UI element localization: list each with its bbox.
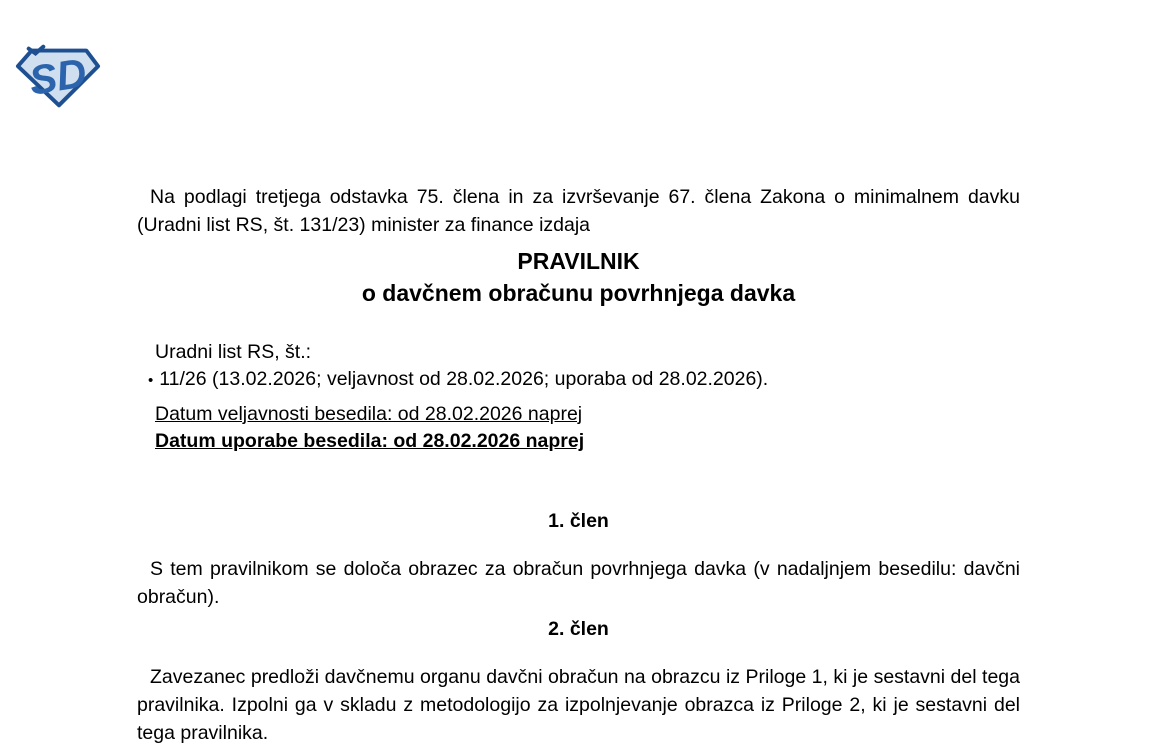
article-2-heading: 2. člen bbox=[548, 618, 609, 640]
intro-paragraph: Na podlagi tretjega odstavka 75. člena in za izvrševanje 67. člena Zakona o minimalnem davku (Uradni list RS, št. 131/23) minister za finance izdaja bbox=[137, 185, 1020, 236]
document-title bbox=[137, 245, 1020, 309]
article-1-heading: 1. člen bbox=[548, 510, 609, 532]
validity-date-line: Datum veljavnosti besedila: od 28.02.2026 naprej bbox=[155, 403, 583, 425]
logo-letters: SD bbox=[26, 49, 90, 104]
gazette-item-text: 11/26 (13.02.2026; veljavnost od 28.02.2026; uporaba od 28.02.2026). bbox=[159, 368, 769, 390]
application-date-line: Datum uporabe besedila: od 28.02.2026 naprej bbox=[155, 430, 585, 452]
sd-logo-icon bbox=[14, 40, 102, 110]
gazette-list-item bbox=[148, 365, 768, 395]
title-line-2: o davčnem obračunu povrhnjega davka bbox=[361, 280, 796, 306]
gazette-label: Uradni list RS, št.: bbox=[155, 341, 312, 363]
article-1-body: S tem pravilnikom se določa obrazec za obračun povrhnjega davka (v nadaljnjem besedilu: davčni obračun). bbox=[137, 557, 1020, 608]
article-2-body: Zavezanec predloži davčnemu organu davčni obračun na obrazcu iz Priloge 1, ki je sestavni del tega pravilnika. Izpolni ga v skladu z metodologijo za izpolnjevanje obrazca iz Priloge 2, ki je sestavni del tega pravilnika. bbox=[137, 665, 1020, 744]
bullet-icon: • bbox=[148, 372, 154, 389]
title-line-1: PRAVILNIK bbox=[517, 248, 640, 274]
